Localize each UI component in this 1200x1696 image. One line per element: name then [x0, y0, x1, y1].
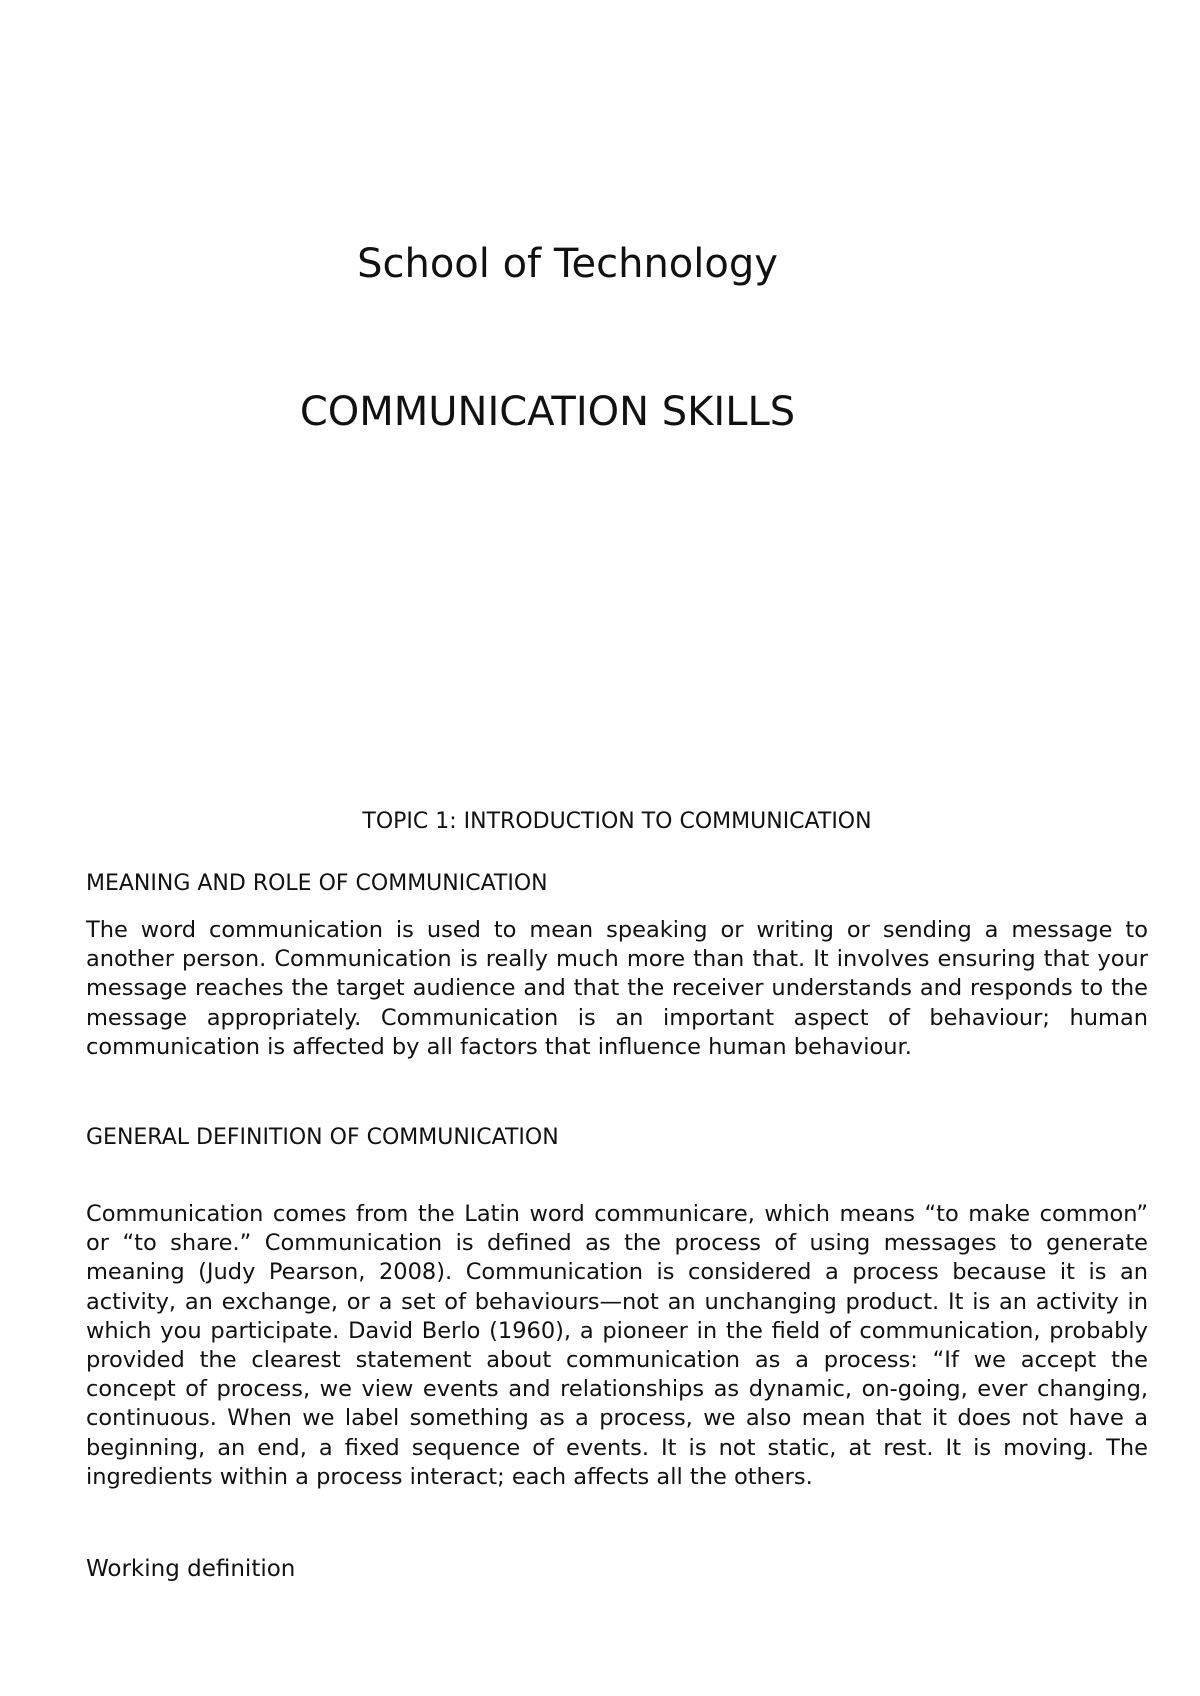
school-title: School of Technology: [357, 241, 778, 287]
topic-title: TOPIC 1: INTRODUCTION TO COMMUNICATION: [362, 809, 872, 834]
section-heading-meaning: MEANING AND ROLE OF COMMUNICATION: [86, 871, 548, 896]
section-body-general-definition: Communication comes from the Latin word communicare, which means “to make common” or “to share.” Communication is defined as the process of using messages to generate meaning (Judy Pearson, 2008). Communication is considered a process because it is an activity, an exchange, or a set of behaviours—not an unchanging product. It is an activity in which you participate. David Berlo (1960), a pioneer in the field of communication, probably provided the clearest statement about communication as a process: “If we accept the concept of process, we view events and relationships as dynamic, on-going, ever changing, continuous. When we label something as a process, we also mean that it does not have a beginning, an end, a fixed sequence of events. It is not static, at rest. It is moving. The ingredients within a process interact; each affects all the others.: [86, 1201, 1148, 1490]
section-heading-general-definition: GENERAL DEFINITION OF COMMUNICATION: [86, 1125, 559, 1150]
section-heading-working-definition: Working definition: [86, 1556, 296, 1582]
section-body-meaning: The word communication is used to mean speaking or writing or sending a message to another person. Communication is really much more than that. It involves ensuring that your message reaches the target audience and that the receiver understands and responds to the message appropriately. Communication is an important aspect of behaviour; human communication is affected by all factors that influence human behaviour.: [86, 917, 1148, 1060]
course-title: COMMUNICATION SKILLS: [299, 389, 796, 435]
